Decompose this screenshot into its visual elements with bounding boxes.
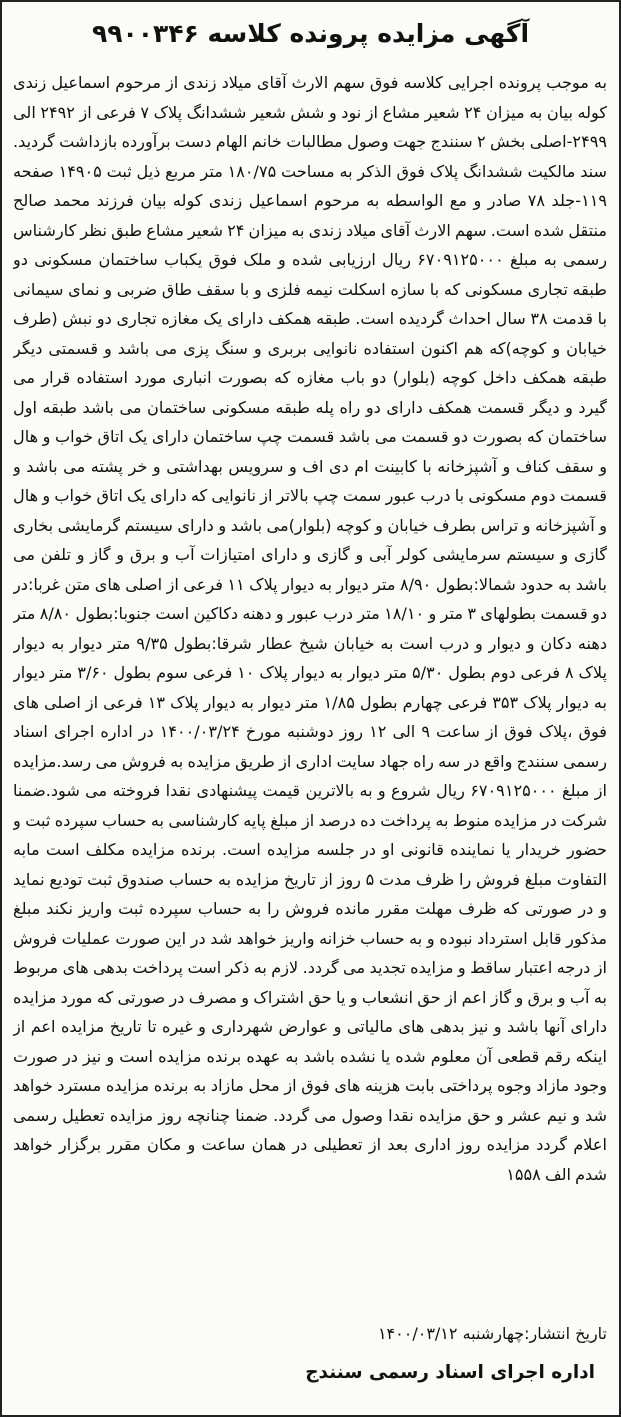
notice-title: آگهی مزایده پرونده کلاسه ۹۹۰۰۳۴۶ (91, 19, 530, 48)
publish-date: تاریخ انتشار:چهارشنبه ۱۴۰۰/۰۳/۱۲ (377, 1324, 607, 1343)
issuing-office-signature: اداره اجرای اسناد رسمی سنندج (305, 1362, 595, 1383)
notice-body: به موجب پرونده اجرایی کلاسه فوق سهم الارث آقای میلاد زندی از مرحوم اسماعیل زندی کوله بیان به میزان ۲۴ شعیر مشاع از نود و شش شعیر ششدانگ پلاک ۷ فرعی از ۲۴۹۲ الی ۲۴۹۹-اصلی بخش ۲ سنندج جهت وصول مطالبات خانم الهام دست برآورده بازداشت گردید. سند مالکیت ششدانگ پلاک فوق الذکر به مساحت ۱۸۰/۷۵ متر مربع ذیل ثبت ۱۴۹۰۵ صفحه ۱۱۹-جلد ۷۸ صادر و مع الواسطه به مرحوم اسماعیل زندی کوله بیان فرزند محمد صالح منتقل شده است. سهم الارث آقای میلاد زندی به میزان ۲۴ شعیر مشاع طبق نظر کارشناس رسمی به مبلغ ۶۷۰۹۱۲۵۰۰۰ ریال ارزیابی شده و ملک فوق یکباب ساختمان مسکونی دو طبقه تجاری مسکونی که با سازه اسکلت نیمه فلزی و با سقف طاق ضربی و نمای سیمانی با قدمت ۳۸ سال احداث گردیده است. طبقه همکف دارای یک مغازه تجاری دو نبش (طرف خیابان و کوچه)که هم اکنون استفاده نانوایی بربری و سنگ پزی می باشد و قسمتی دیگر طبقه همکف داخل کوچه (بلوار) دو باب مغازه که بصورت انباری مورد استفاده قرار می گیرد و دیگر قسمت همکف دارای دو راه پله طبقه مسکونی ساختمان می باشد طبقه اول ساختمان که بصورت دو قسمت می باشد قسمت چپ ساختمان دارای یک اتاق خواب و هال و سقف کناف و آشپزخانه با کابینت ام دی اف و سرویس بهداشتی و خر پشته می باشد و قسمت دوم مسکونی با درب عبور سمت چپ بالاتر از نانوایی که دارای یک اتاق خواب و هال و آشپزخانه و تراس بطرف خیابان و کوچه (بلوار)می باشد و دارای سیستم گرمایشی بخاری گازی و سیستم سرمایشی کولر آبی و گازی و دارای امتیازات آب و برق و گاز و تلفن می باشد به حدود شمالا:بطول ۸/۹۰ متر دیوار به دیوار پلاک ۱۱ فرعی از اصلی های متن غربا:در دو قسمت بطولهای ۳ متر و ۱۸/۱۰ متر درب عبور و دهنه دکاکین است جنوبا:بطول ۸/۸۰ متر دهنه دکان و دیوار و درب است به خیابان شیخ عطار شرقا:بطول ۹/۳۵ متر دیوار به دیوار پلاک ۸ فرعی دوم بطول ۵/۳۰ متر دیوار به دیوار پلاک ۱۰ فرعی سوم بطول ۳/۶۰ متر دیوار به دیوار پلاک ۳۵۳ فرعی چهارم بطول ۱/۸۵ متر دیوار به دیوار پلاک ۱۳ فرعی از اصلی های فوق ،پلاک فوق از ساعت ۹ الی ۱۲ روز دوشنبه مورخ ۱۴۰۰/۰۳/۲۴ در اداره اجرای اسناد رسمی سنندج واقع در سه راه جهاد سایت اداری از طریق مزایده به فروش می رسد.مزایده از مبلغ ۶۷۰۹۱۲۵۰۰۰ ریال شروع و به بالاترین قیمت پیشنهادی نقدا فروخته می شود.ضمنا شرکت در مزایده منوط به پرداخت ده درصد از مبلغ پایه کارشناسی به حساب سپرده ثبت و حضور خریدار یا نماینده قانونی او در جلسه مزایده است. برنده مزایده مکلف است مابه التفاوت مبلغ فروش را ظرف مدت ۵ روز از تاریخ مزایده به حساب صندوق ثبت تودیع نماید و در صورتی که ظرف مهلت مقرر مانده فروش را به حساب سپرده ثبت واریز نکند مبلغ مذکور قابل استرداد نبوده و به حساب خزانه واریز خواهد شد در این صورت عملیات فروش از درجه اعتبار ساقط و مزایده تجدید می گردد. لازم به ذکر است پرداخت بدهی های مربوط به آب و برق و گاز اعم از حق انشعاب و یا حق اشتراک و مصرف در صورتی که مورد مزایده دارای آنها باشد و نیز بدهی های مالیاتی و عوارض شهرداری و غیره تا تاریخ مزایده اعم از اینکه رقم قطعی آن معلوم شده یا نشده باشد به عهده برنده مزایده است و نیز در صورت وجود مازاد وجوه پرداختی بابت هزینه های فوق از محل مازاد به برنده مزایده مسترد خواهد شد و نیم عشر و حق مزایده نقدا وصول می گردد. ضمنا چنانچه روز مزایده تعطیل رسمی اعلام گردد مزایده روز اداری بعد از تعطیلی در همان ساعت و مکان مقرر برگزار خواهد شدم الف ۱۵۵۸ (13, 73, 607, 1184)
